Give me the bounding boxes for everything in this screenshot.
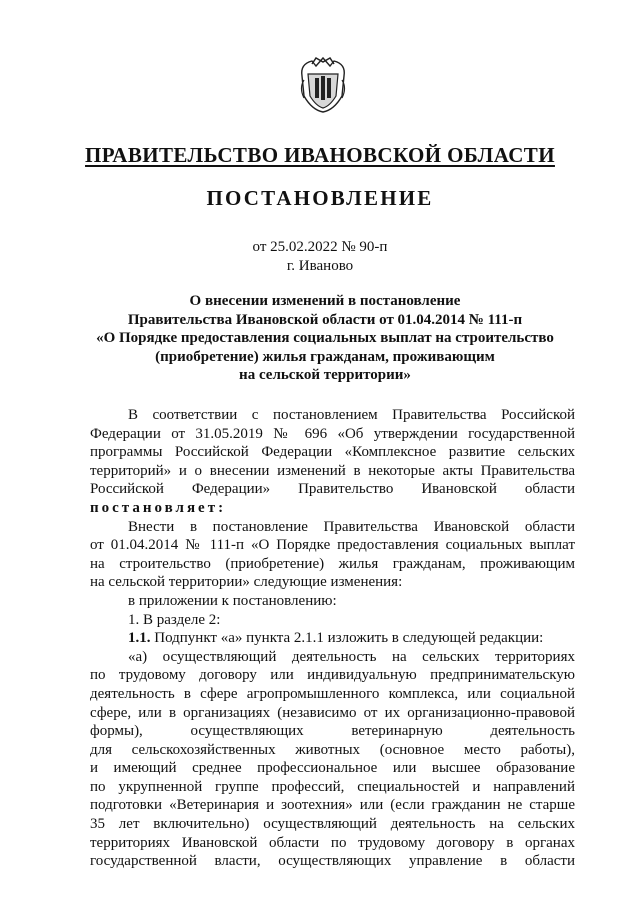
- clause-line: формы), осуществляющих ветеринарную деятельность: [90, 723, 575, 740]
- decree-word: постановляет:: [90, 499, 227, 516]
- preamble-line: территорий» и о внесении изменений в некоторые акты Правительства: [90, 462, 575, 479]
- clause-line: и имеющий среднее профессиональное или высшее образование: [90, 760, 575, 777]
- clause-line: подготовки «Ветеринария и зоотехния» или (если гражданин не старше: [90, 797, 575, 814]
- section-line: 1. В разделе 2:: [128, 611, 221, 628]
- clause-line: по трудовому договору или индивидуальную предпринимательскую: [90, 667, 575, 684]
- clause-line: деятельность в сфере агропромышленного комплекса, или социальной: [90, 685, 575, 702]
- document-title: [90, 292, 560, 385]
- clause-line: для сельскохозяйственных животных (основное место работы),: [90, 741, 575, 758]
- main-line: от 01.04.2014 № 111-п «О Порядке предоставления социальных выплат: [90, 537, 575, 554]
- title-line: «О Порядке предоставления социальных выплат на строительство: [96, 330, 554, 346]
- title-line: О внесении изменений в постановление: [189, 293, 461, 309]
- main-line: Внести в постановление Правительства Ивановской области: [128, 518, 575, 535]
- clause-line: сфере, или в организациях (независимо от их организационно-правовой: [90, 704, 575, 721]
- clause-line: 35 лет включительно) осуществляющий деятельность на сельских: [90, 816, 575, 833]
- preamble-line: В соответствии с постановлением Правительства Российской: [128, 407, 575, 423]
- subpoint-number: 1.1.: [128, 630, 151, 647]
- organization-heading: ПРАВИТЕЛЬСТВО ИВАНОВСКОЙ ОБЛАСТИ: [85, 143, 555, 167]
- coat-of-arms-emblem: [298, 56, 348, 114]
- clause-line: «а) осуществляющий деятельность на сельских территориях: [128, 648, 575, 665]
- clause-line: государственной власти, осуществляющих управление в области: [90, 853, 575, 870]
- preamble-line: программы Российской Федерации «Комплексное развитие сельских: [90, 444, 575, 461]
- clause-line: по укрупненной группе профессий, специальностей и направлений: [90, 778, 575, 795]
- main-line: на сельской территории» следующие изменения:: [90, 574, 403, 591]
- date-number: от 25.02.2022 № 90-п: [252, 239, 388, 255]
- clause-line: территориях Ивановской области по трудовому договору в органах: [90, 834, 575, 851]
- document-body: [90, 406, 575, 871]
- preamble-line: Федерации от 31.05.2019 № 696 «Об утверждении государственной: [90, 425, 575, 442]
- date-block: [0, 238, 640, 276]
- subpoint-text: Подпункт «а» пункта 2.1.1 изложить в следующей редакции:: [154, 630, 544, 647]
- document-type-heading: ПОСТАНОВЛЕНИЕ: [206, 186, 434, 210]
- title-line: Правительства Ивановской области от 01.04.2014 № 111-п: [127, 311, 523, 328]
- main-line: на строительство (приобретение) жилья гражданам, проживающим: [90, 555, 575, 572]
- title-line: (приобретение) жилья гражданам, проживающим: [155, 348, 495, 365]
- annex-line: в приложении к постановлению:: [128, 592, 337, 609]
- city: г. Иваново: [286, 258, 354, 274]
- subpoint-line: [90, 629, 575, 648]
- title-line: на сельской территории»: [239, 367, 411, 383]
- preamble-line: Российской Федерации» Правительство Ивановской области: [90, 481, 575, 498]
